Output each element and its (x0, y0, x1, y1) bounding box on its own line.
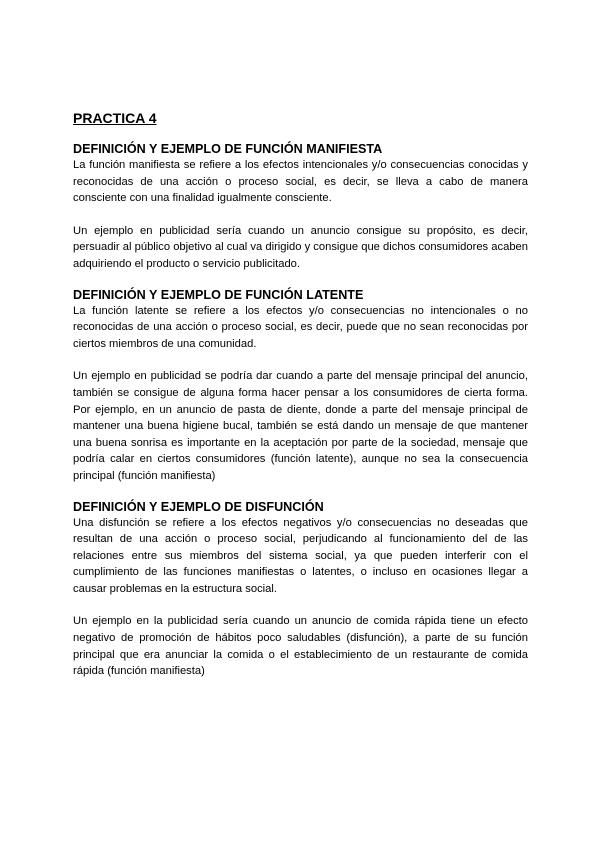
paragraph: Un ejemplo en publicidad sería cuando un anuncio consigue su propósito, es decir, persuadir al público objetivo al cual va dirigido y consigue que dichos consumidores acaben adquiriendo el producto o servicio publicitado. (73, 224, 528, 270)
section-latent-function (73, 287, 528, 485)
section-heading: DEFINICIÓN Y EJEMPLO DE FUNCIÓN LATENTE (73, 287, 364, 302)
document-title: PRACTICA 4 (73, 110, 157, 126)
paragraph: La función manifiesta se refiere a los efectos intencionales y/o consecuencias conocidas y reconocidas de una acción o proceso social, es decir, se lleva a cabo de manera consciente con una finalidad igualmente consciente. (73, 159, 528, 205)
section-dysfunction (73, 499, 528, 680)
section-heading: DEFINICIÓN Y EJEMPLO DE DISFUNCIÓN (73, 499, 324, 514)
document-content (73, 110, 528, 694)
section-manifest-function (73, 141, 528, 273)
section-heading: DEFINICIÓN Y EJEMPLO DE FUNCIÓN MANIFIESTA (73, 142, 383, 156)
paragraph: Un ejemplo en la publicidad sería cuando un anuncio de comida rápida tiene un efecto negativo de promoción de hábitos poco saludables (disfunción), a parte de su función principal que era anunciar la comida o el establecimiento de un restaurante de comida rápida (función manifiesta) (73, 615, 528, 678)
paragraph: La función latente se refiere a los efectos y/o consecuencias no intencionales o no reconocidas de una acción o proceso social, es decir, puede que no sean reconocidas por ciertos miembros de una comunidad. (73, 304, 528, 350)
paragraph: Una disfunción se refiere a los efectos negativos y/o consecuencias no deseadas que resultan de una acción o proceso social, perjudicando al funcionamiento del de las relaciones entre sus miembros del sistema social, ya que pueden interferir con el cumplimiento de las funciones manifiestas o latentes, o incluso en ocasiones llegar a causar problemas en la estructura social. (73, 516, 528, 595)
paragraph: Un ejemplo en publicidad se podría dar cuando a parte del mensaje principal del anuncio, también se consigue de alguna forma hacer pensar a los consumidores de cierta forma. Por ejemplo, en un anuncio de pasta de diente, donde a parte del mensaje principal de mantener una buena higiene bucal, también se está dando un mensaje de que mantener una buena sonrisa es importante en la aceptación por parte de la sociedad, mensaje que podría calar en ciertos consumidores (función latente), aunque no sea la consecuencia principal (función manifiesta) (73, 370, 528, 482)
